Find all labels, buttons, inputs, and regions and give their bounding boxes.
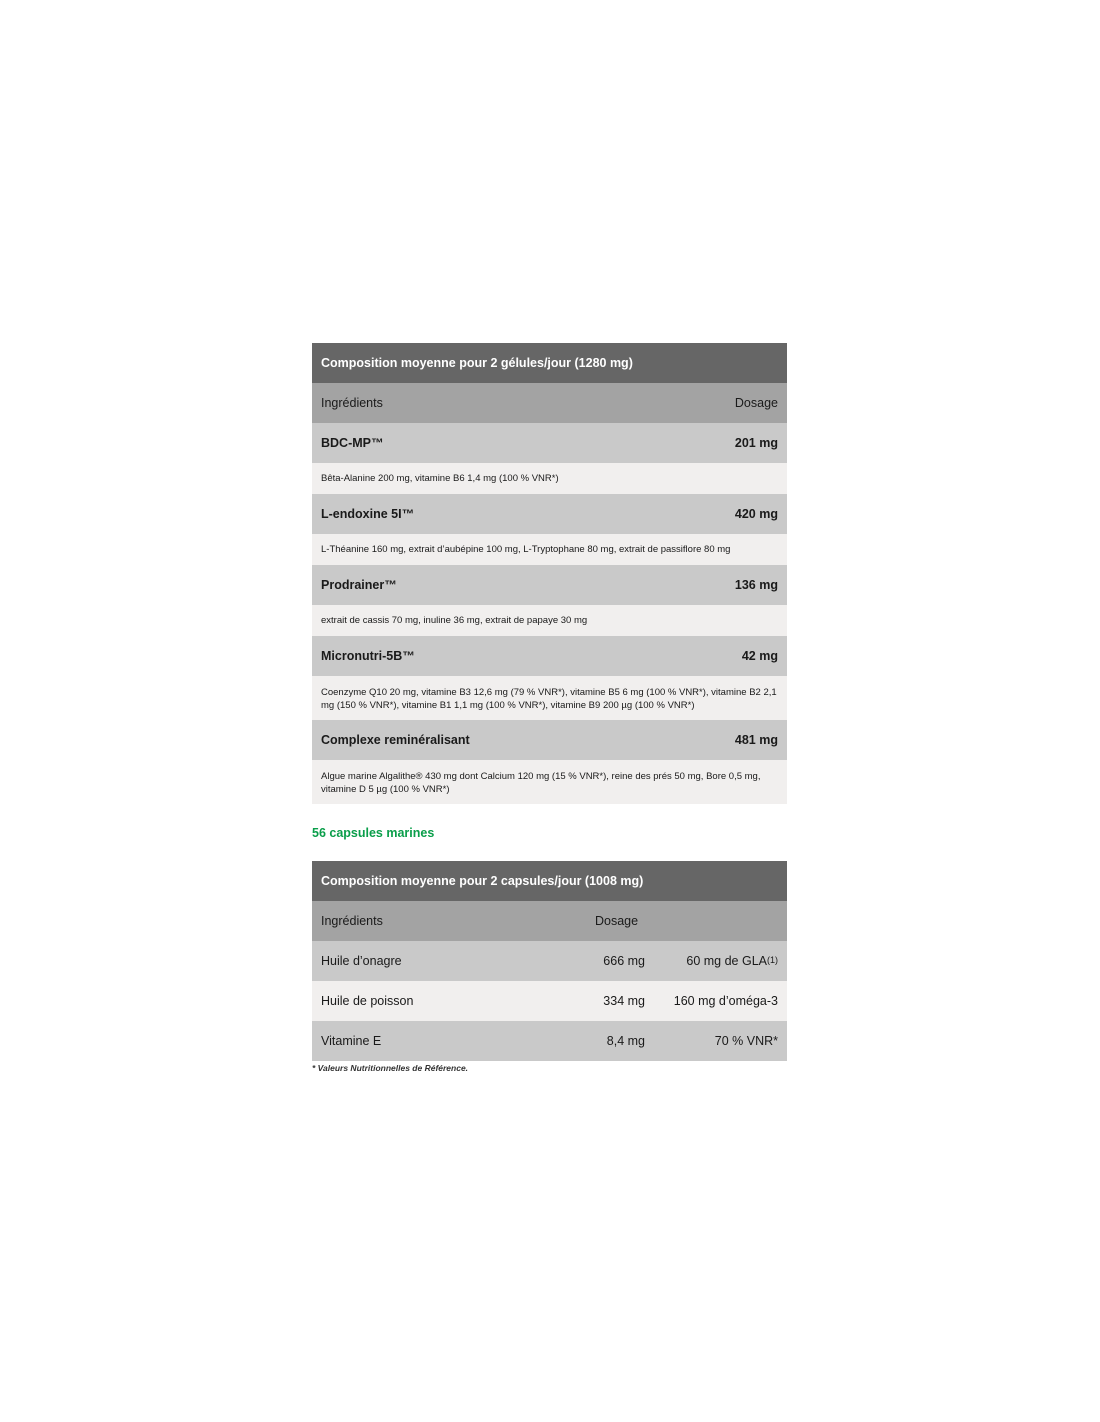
ingredient-row xyxy=(312,423,787,463)
header-ingredients: Ingrédients xyxy=(321,396,383,410)
ingredient-dosage: 136 mg xyxy=(734,578,778,592)
ingredient-name: Micronutri-5B™ xyxy=(321,649,415,663)
table-title xyxy=(312,861,787,901)
composition-table-gelules xyxy=(312,343,787,804)
ingredient-name: Complexe reminéralisant xyxy=(321,733,470,747)
table-title-text: Composition moyenne pour 2 capsules/jour (1008 mg) xyxy=(321,874,644,888)
ingredient-row xyxy=(312,565,787,605)
ingredient-extra xyxy=(645,954,778,968)
ingredient-name: Prodrainer™ xyxy=(321,578,397,592)
ingredient-dosage: 420 mg xyxy=(734,507,778,521)
header-dosage: Dosage xyxy=(595,914,639,928)
ingredient-detail xyxy=(312,605,787,636)
ingredient-dosage: 42 mg xyxy=(741,649,778,663)
section-label: 56 capsules marines xyxy=(312,826,435,840)
ingredient-extra-text: 70 % VNR* xyxy=(714,1034,778,1048)
ingredient-detail-text: extrait de cassis 70 mg, inuline 36 mg, extrait de papaye 30 mg xyxy=(321,615,588,626)
header-dosage: Dosage xyxy=(734,396,778,410)
ingredient-detail xyxy=(312,676,787,720)
ingredient-detail xyxy=(312,760,787,804)
table-title xyxy=(312,343,787,383)
ingredient-detail-text: Coenzyme Q10 20 mg, vitamine B3 12,6 mg (79 % VNR*), vitamine B5 6 mg (100 % VNR*), vitamine B2 2,1 mg (150 % VNR*), vitamine B1 1,1 mg (100 % VNR*), vitamine B9 200 µg (100 % VNR*) xyxy=(321,687,777,711)
ingredient-extra xyxy=(645,994,778,1008)
table-title-text: Composition moyenne pour 2 gélules/jour (1280 mg) xyxy=(321,356,633,370)
ingredient-row xyxy=(312,720,787,760)
composition-table-capsules xyxy=(312,861,787,1061)
table-row xyxy=(312,1021,787,1061)
ingredient-dosage: 666 mg xyxy=(603,954,645,968)
table-row xyxy=(312,981,787,1021)
ingredient-name: Vitamine E xyxy=(321,1034,382,1048)
ingredient-row xyxy=(312,494,787,534)
ingredient-name: Huile de poisson xyxy=(321,994,414,1008)
ingredient-name: L-endoxine 5I™ xyxy=(321,507,415,521)
header-ingredients: Ingrédients xyxy=(321,914,383,928)
table-header xyxy=(312,383,787,423)
ingredient-row xyxy=(312,636,787,676)
ingredient-name: Huile d’onagre xyxy=(321,954,402,968)
composition-page xyxy=(312,343,787,1073)
ingredient-detail-text: L-Théanine 160 mg, extrait d’aubépine 100 mg, L-Tryptophane 80 mg, extrait de passiflore 80 mg xyxy=(321,544,731,555)
ingredient-detail-text: Algue marine Algalithe® 430 mg dont Calcium 120 mg (15 % VNR*), reine des prés 50 mg, Bore 0,5 mg, vitamine D 5 µg (100 % VNR*) xyxy=(321,771,761,795)
ingredient-detail xyxy=(312,534,787,565)
ingredient-dosage: 334 mg xyxy=(603,994,645,1008)
ingredient-extra xyxy=(645,1034,778,1048)
ingredient-extra-text: 60 mg de GLA xyxy=(686,954,767,968)
ingredient-extra-text: 160 mg d’oméga-3 xyxy=(673,994,778,1008)
table-header xyxy=(312,901,787,941)
ingredient-detail-text: Bêta-Alanine 200 mg, vitamine B6 1,4 mg (100 % VNR*) xyxy=(321,473,559,484)
ingredient-dosage: 481 mg xyxy=(734,733,778,747)
ingredient-dosage: 201 mg xyxy=(734,436,778,450)
ingredient-name: BDC-MP™ xyxy=(321,436,384,450)
table-row xyxy=(312,941,787,981)
footnote: * Valeurs Nutritionnelles de Référence. xyxy=(312,1063,469,1073)
ingredient-detail xyxy=(312,463,787,494)
ingredient-dosage: 8,4 mg xyxy=(606,1034,645,1048)
footnote-ref: (1) xyxy=(767,955,778,965)
